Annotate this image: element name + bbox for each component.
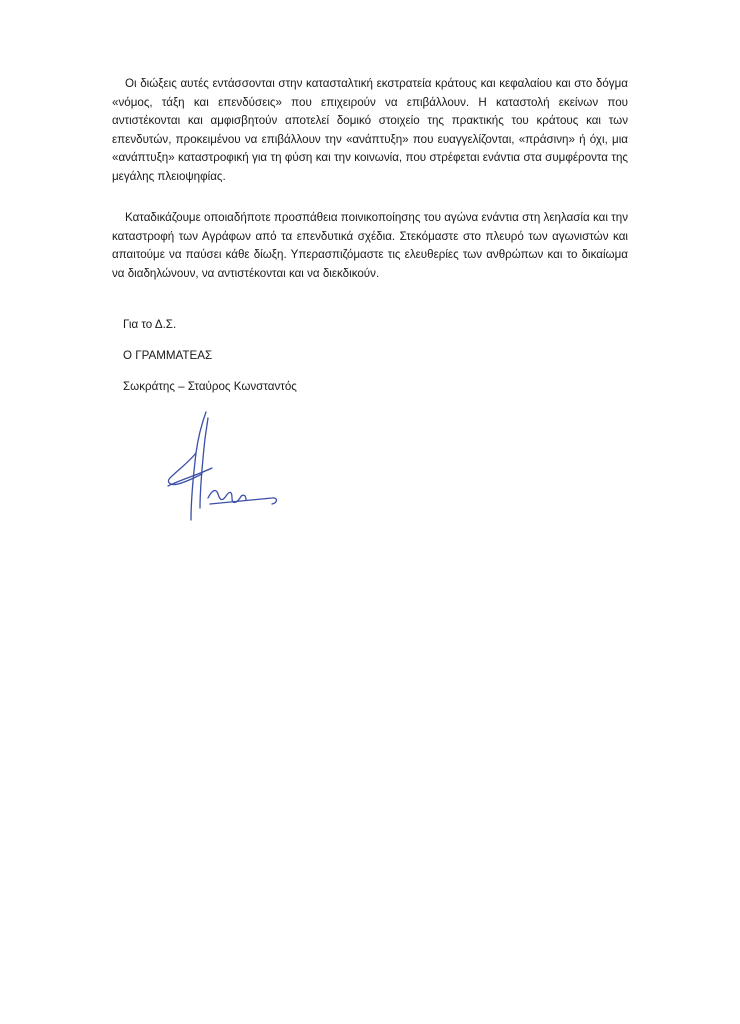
signoff-role: Ο ΓΡΑΜΜΑΤΕΑΣ [123, 349, 213, 362]
body-paragraph-2: Καταδικάζουμε οποιαδήποτε προσπάθεια ποινικοποίησης του αγώνα ενάντια στη λεηλασία και την καταστροφή των Αγράφων από τα επενδυτικά σχέδια. Στεκόμαστε στο πλευρό των αγωνιστών και απαιτούμε να παύσει κάθε δίωξη. Υπερασπιζόμαστε τις ελευθερίες των ανθρώπων και το δικαίωμα να διαδηλώνουν, να αντιστέκονται και να διεκδικούν. [112, 211, 628, 280]
body-paragraph-1: Οι διώξεις αυτές εντάσσονται στην κατασταλτική εκστρατεία κράτους και κεφαλαίου και στο δόγμα «νόμος, τάξη και επενδύσεις» που επιχειρούν να επιβάλλουν. Η καταστολή εκείνων που αντιστέκονται και αμφισβητούν αποτελεί δομικό στοιχείο της πρακτικής του κράτους και των επενδυτών, προκειμένου να επιβάλλουν την «ανάπτυξη» που ευαγγελίζονται, «πράσινη» ή όχι, μια «ανάπτυξη» καταστροφική για τη φύση και την κοινωνία, που στρέφεται ενάντια στα συμφέροντα της μεγάλης πλειοψηφίας. [112, 77, 628, 183]
handwritten-signature [160, 408, 290, 528]
signoff-name: Σωκράτης – Σταύρος Κωνσταντός [123, 380, 297, 393]
signoff-on-behalf: Για το Δ.Σ. [123, 318, 177, 331]
